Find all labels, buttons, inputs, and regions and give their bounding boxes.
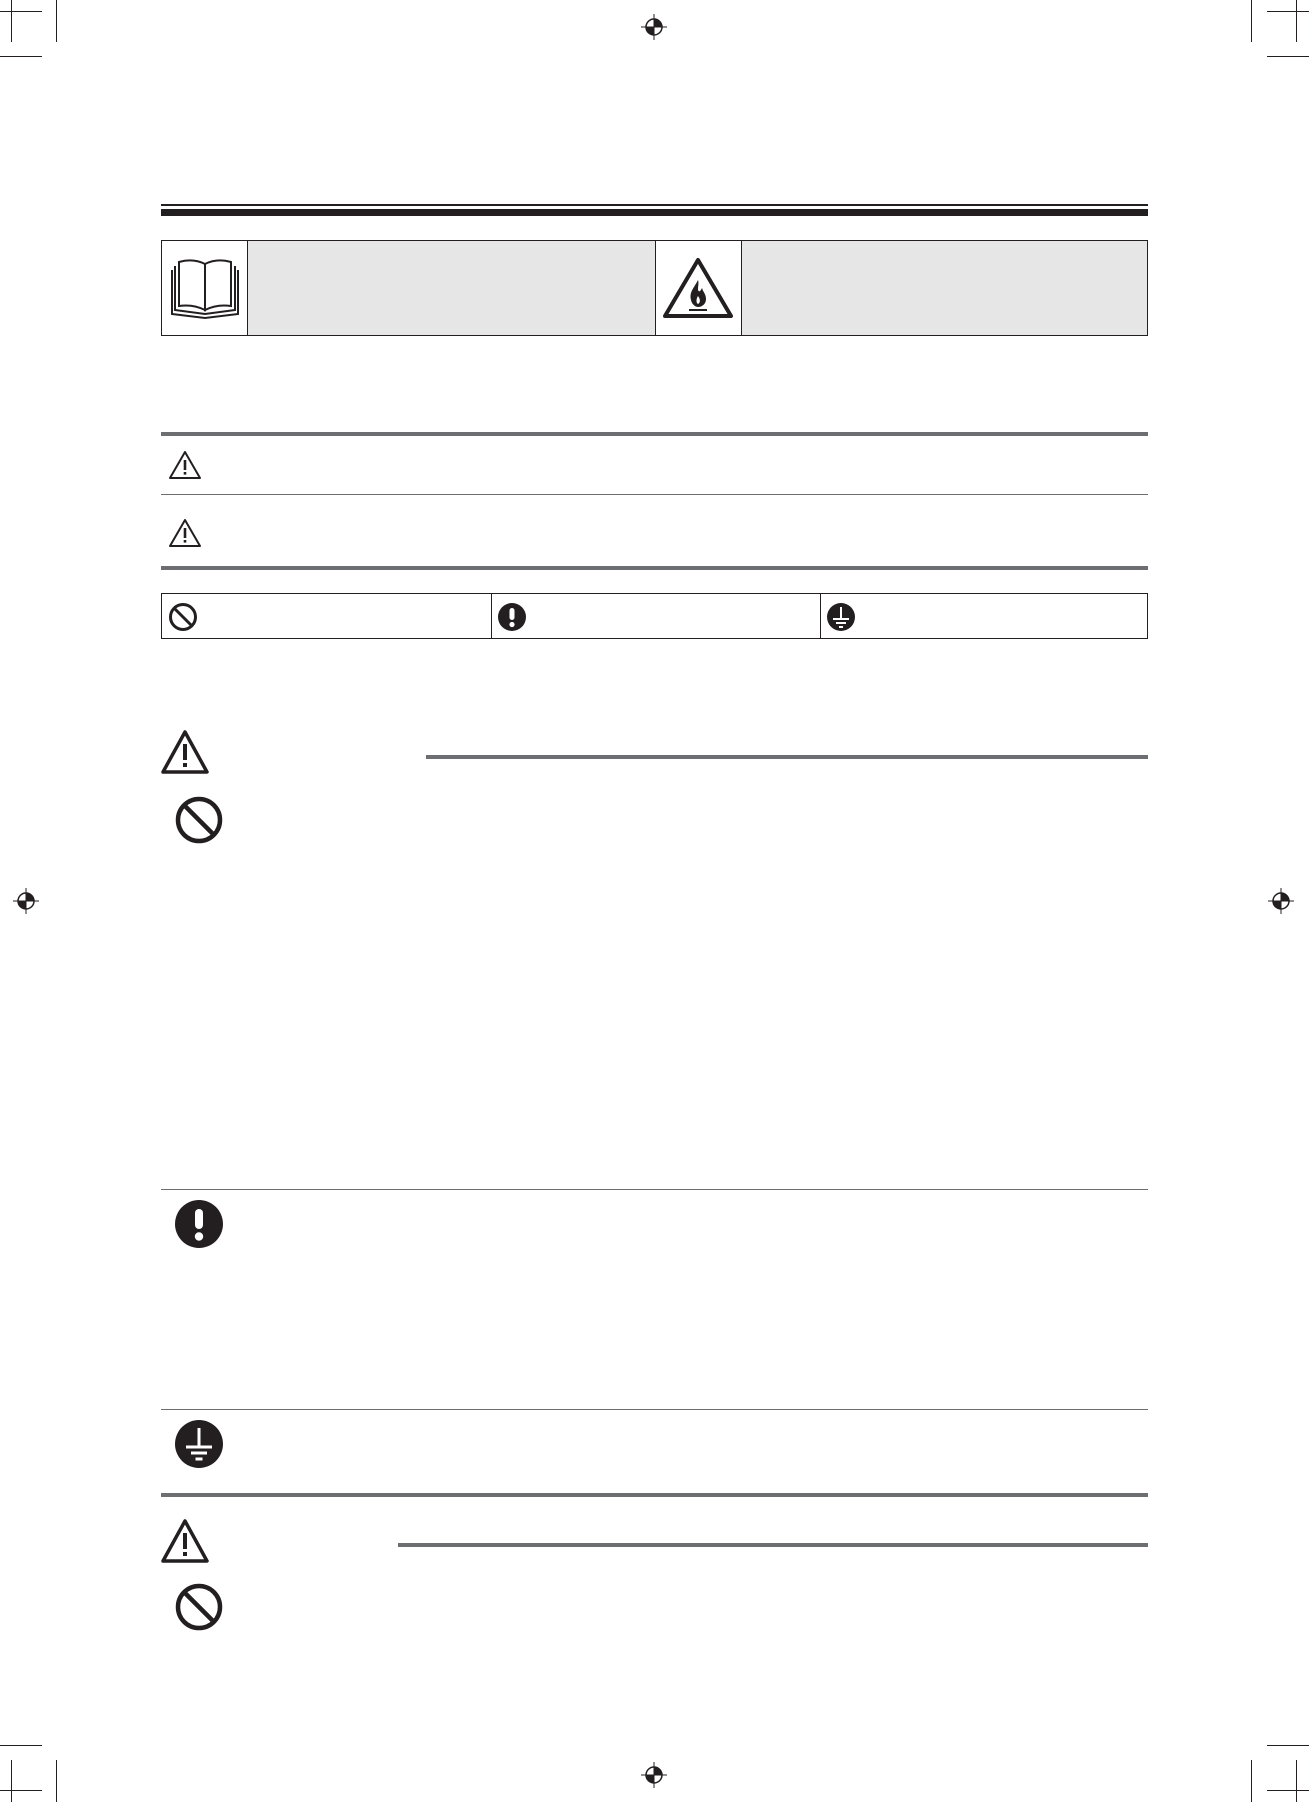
earth-ground-icon — [826, 602, 856, 632]
title-rule-thick — [161, 209, 1148, 216]
page-title — [161, 160, 1148, 200]
caution-triangle-icon — [160, 1518, 210, 1564]
registration-mark-icon — [641, 1762, 667, 1788]
prohibition-icon — [168, 602, 198, 632]
prohibition-icon — [174, 795, 224, 845]
section-bottom-rule — [161, 1493, 1148, 1497]
earth-ground-icon — [174, 1419, 224, 1469]
flammable-icon-cell — [655, 241, 742, 335]
manual-icon-cell — [162, 241, 248, 335]
definitions-bottom-rule — [161, 566, 1148, 570]
legend-cell-prohibited — [162, 594, 492, 638]
open-book-icon — [169, 256, 241, 320]
registration-mark-icon — [13, 888, 39, 914]
prohibition-icon — [174, 1582, 224, 1632]
legend-cell-earth — [820, 594, 1147, 638]
section-heading-rule — [398, 1543, 1148, 1547]
flammable-warning-icon — [661, 256, 735, 322]
header-panel — [161, 240, 1148, 336]
warning-triangle-icon — [160, 729, 210, 775]
caution-triangle-icon — [168, 518, 202, 548]
registration-mark-icon — [1268, 888, 1294, 914]
mandatory-icon — [497, 602, 527, 632]
block-divider — [161, 1409, 1148, 1410]
registration-mark-icon — [641, 14, 667, 40]
section-heading-rule — [426, 755, 1148, 759]
warning-triangle-icon — [168, 450, 202, 480]
block-divider — [161, 1189, 1148, 1190]
symbol-legend — [161, 593, 1148, 639]
definitions-top-rule — [161, 432, 1148, 436]
definitions-mid-rule — [161, 494, 1148, 495]
mandatory-icon — [174, 1199, 224, 1249]
legend-cell-mandatory — [491, 594, 821, 638]
title-rule — [161, 204, 1148, 206]
